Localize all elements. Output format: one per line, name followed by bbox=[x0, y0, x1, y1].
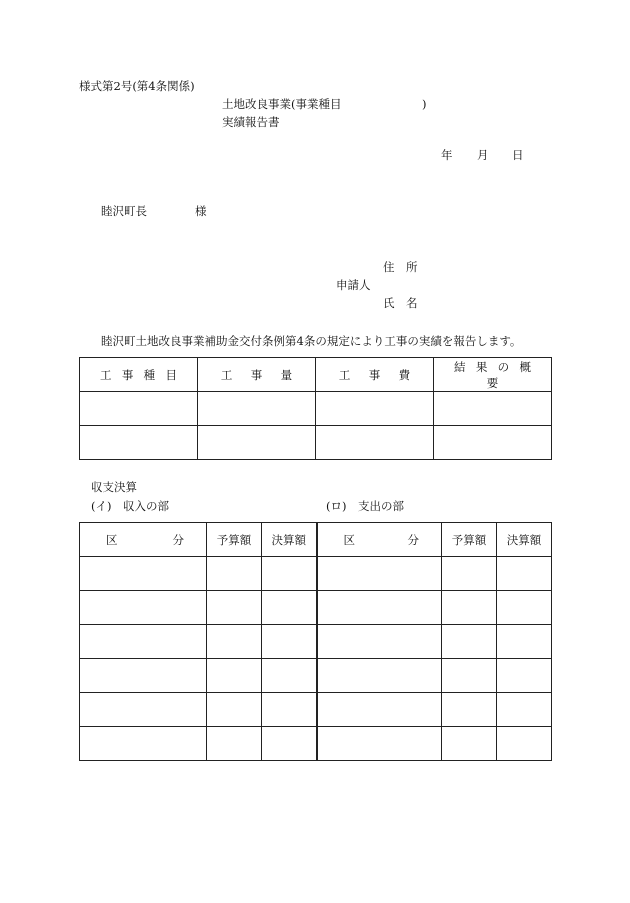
form-label: 様式第2号(第4条関係) bbox=[79, 79, 195, 93]
budget-cell[interactable] bbox=[80, 727, 207, 761]
budget-cell[interactable] bbox=[442, 625, 497, 659]
works-table bbox=[79, 357, 552, 460]
budget-cell[interactable] bbox=[497, 727, 552, 761]
table-row bbox=[80, 625, 552, 659]
date-year: 年 bbox=[441, 148, 453, 162]
table-row bbox=[80, 557, 552, 591]
works-cell[interactable] bbox=[80, 392, 198, 426]
budget-cell[interactable] bbox=[262, 625, 317, 659]
budget-cell[interactable] bbox=[442, 557, 497, 591]
budget-cell[interactable] bbox=[317, 591, 442, 625]
budget-cell[interactable] bbox=[80, 557, 207, 591]
works-header-cost: 工事費 bbox=[316, 358, 434, 392]
budget-cell[interactable] bbox=[442, 693, 497, 727]
budget-cell[interactable] bbox=[80, 659, 207, 693]
works-cell[interactable] bbox=[316, 392, 434, 426]
document-title: 土地改良事業(事業種目 ) bbox=[222, 97, 427, 111]
works-cell[interactable] bbox=[198, 426, 316, 460]
budget-cell[interactable] bbox=[442, 727, 497, 761]
budget-table bbox=[79, 522, 552, 761]
works-header-quantity: 工事量 bbox=[198, 358, 316, 392]
income-header-category bbox=[80, 523, 207, 557]
budget-cell[interactable] bbox=[317, 727, 442, 761]
budget-title: 収支決算 bbox=[91, 480, 137, 494]
budget-cell[interactable] bbox=[497, 693, 552, 727]
budget-cell[interactable] bbox=[207, 727, 262, 761]
budget-cell[interactable] bbox=[317, 557, 442, 591]
income-header-category-1: 区 bbox=[106, 532, 118, 547]
works-cell[interactable] bbox=[316, 426, 434, 460]
budget-cell[interactable] bbox=[497, 591, 552, 625]
date-day: 日 bbox=[512, 148, 524, 162]
date-month: 月 bbox=[477, 148, 489, 162]
works-cell[interactable] bbox=[198, 392, 316, 426]
budget-cell[interactable] bbox=[262, 557, 317, 591]
budget-cell[interactable] bbox=[317, 625, 442, 659]
budget-cell[interactable] bbox=[497, 659, 552, 693]
applicant-address-label: 住 所 bbox=[383, 260, 418, 274]
budget-header-row bbox=[80, 523, 552, 557]
expense-header-category-2: 分 bbox=[407, 532, 419, 547]
budget-cell[interactable] bbox=[207, 591, 262, 625]
addressee-name: 睦沢町長 bbox=[101, 204, 147, 218]
income-header-settlement: 決算額 bbox=[262, 523, 317, 557]
works-header-type: 工事種目 bbox=[80, 358, 198, 392]
table-row bbox=[80, 392, 552, 426]
applicant-name-label: 氏 名 bbox=[383, 296, 418, 310]
budget-cell[interactable] bbox=[262, 693, 317, 727]
budget-cell[interactable] bbox=[442, 659, 497, 693]
applicant-role-label: 申請人 bbox=[336, 278, 371, 292]
budget-cell[interactable] bbox=[207, 659, 262, 693]
works-cell[interactable] bbox=[80, 426, 198, 460]
expense-section-label: (ロ) 支出の部 bbox=[326, 499, 404, 513]
income-header-category-2: 分 bbox=[172, 532, 184, 547]
budget-cell[interactable] bbox=[497, 625, 552, 659]
budget-cell[interactable] bbox=[80, 693, 207, 727]
works-header-result: 結果の概要 bbox=[434, 358, 552, 392]
budget-cell[interactable] bbox=[442, 591, 497, 625]
budget-cell[interactable] bbox=[262, 591, 317, 625]
budget-cell[interactable] bbox=[80, 625, 207, 659]
expense-header-category bbox=[317, 523, 442, 557]
works-cell[interactable] bbox=[434, 392, 552, 426]
budget-cell[interactable] bbox=[497, 557, 552, 591]
income-header-budget: 予算額 bbox=[207, 523, 262, 557]
budget-cell[interactable] bbox=[262, 659, 317, 693]
income-section-label: (イ) 収入の部 bbox=[91, 499, 169, 513]
expense-header-category-1: 区 bbox=[343, 532, 355, 547]
budget-cell[interactable] bbox=[262, 727, 317, 761]
report-statement: 睦沢町土地改良事業補助金交付条例第4条の規定により工事の実績を報告します。 bbox=[101, 334, 522, 348]
addressee-honorific: 様 bbox=[195, 204, 207, 218]
expense-header-budget: 予算額 bbox=[442, 523, 497, 557]
budget-cell[interactable] bbox=[207, 625, 262, 659]
table-row bbox=[80, 659, 552, 693]
budget-cell[interactable] bbox=[207, 557, 262, 591]
budget-cell[interactable] bbox=[317, 693, 442, 727]
works-cell[interactable] bbox=[434, 426, 552, 460]
document-subtitle: 実績報告書 bbox=[222, 115, 280, 129]
table-row bbox=[80, 727, 552, 761]
budget-cell[interactable] bbox=[207, 693, 262, 727]
works-header-row bbox=[80, 358, 552, 392]
expense-header-settlement: 決算額 bbox=[497, 523, 552, 557]
budget-cell[interactable] bbox=[80, 591, 207, 625]
table-row bbox=[80, 591, 552, 625]
table-row bbox=[80, 693, 552, 727]
table-row bbox=[80, 426, 552, 460]
budget-cell[interactable] bbox=[317, 659, 442, 693]
